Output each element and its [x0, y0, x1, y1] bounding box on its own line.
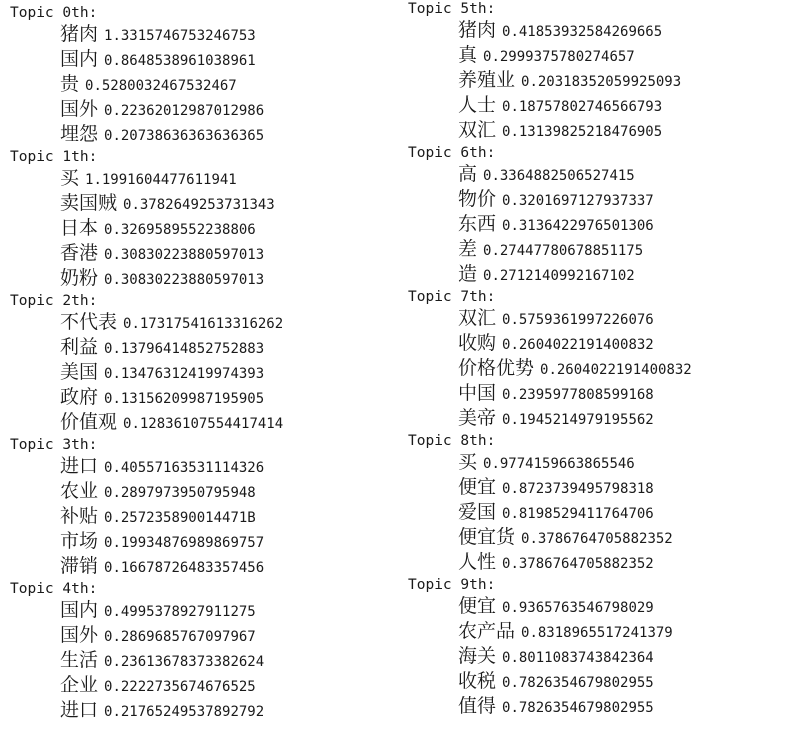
topic-score: 0.2604022191400832	[502, 337, 654, 353]
topic-word-row	[10, 479, 283, 504]
topic-block	[10, 148, 283, 291]
topic-score: 0.20318352059925093	[521, 74, 682, 90]
topic-score: 0.2897973950795948	[104, 485, 256, 501]
topic-score: 0.13139825218476905	[502, 124, 663, 140]
topic-score: 0.2395977808599168	[502, 387, 654, 403]
topic-score: 0.17317541613316262	[123, 316, 284, 332]
topic-score: 0.3269589552238806	[104, 222, 256, 238]
topic-word: 利益	[60, 336, 99, 358]
topic-score: 0.4995378927911275	[104, 604, 256, 620]
topic-word-row	[408, 331, 692, 356]
topic-word-row	[10, 122, 283, 147]
topic-word-row	[408, 694, 692, 719]
topic-word-row	[10, 554, 283, 579]
topic-title: Topic 0th:	[10, 5, 98, 21]
topic-word: 买	[60, 167, 80, 189]
topic-block	[408, 0, 692, 143]
topic-title: Topic 9th:	[408, 577, 496, 593]
topic-score: 0.20738636363636365	[104, 128, 265, 144]
topic-score: 0.9365763546798029	[502, 600, 654, 616]
topic-score: 0.3786764705882352	[521, 531, 673, 547]
topic-word-row	[408, 262, 692, 287]
topic-word: 差	[458, 238, 478, 260]
topic-word: 海关	[458, 645, 497, 667]
topic-word: 人士	[458, 94, 497, 116]
topic-block	[408, 144, 692, 287]
topic-word: 便宜货	[458, 526, 516, 548]
topic-word: 真	[458, 44, 478, 66]
topic-block	[408, 432, 692, 575]
topic-word: 市场	[60, 530, 99, 552]
topic-score: 0.13476312419974393	[104, 366, 265, 382]
topic-word-row	[10, 266, 283, 291]
topic-word: 美帝	[458, 407, 497, 429]
topic-word: 爱国	[458, 501, 497, 523]
topic-word: 人性	[458, 551, 497, 573]
topic-score: 0.27447780678851175	[483, 243, 644, 259]
topic-word-row	[408, 406, 692, 431]
topic-word-row	[10, 623, 283, 648]
topic-word-row	[10, 97, 283, 122]
topic-word-row	[10, 22, 283, 47]
topic-word-row	[10, 598, 283, 623]
topic-word-row	[408, 669, 692, 694]
topic-word-row	[408, 619, 692, 644]
topic-word-row	[408, 237, 692, 262]
topic-title: Topic 7th:	[408, 289, 496, 305]
topic-score: 0.3786764705882352	[502, 556, 654, 572]
topic-score: 0.23613678373382624	[104, 654, 265, 670]
topic-word-row	[10, 47, 283, 72]
topic-word-row	[10, 673, 283, 698]
topic-word: 进口	[60, 699, 99, 721]
topic-word: 养殖业	[458, 69, 516, 91]
topic-word-row	[10, 72, 283, 97]
topic-word: 高	[458, 163, 478, 185]
topic-word-row	[408, 306, 692, 331]
topic-word: 买	[458, 451, 478, 473]
topic-word-row	[408, 43, 692, 68]
topic-word: 滞销	[60, 555, 99, 577]
topic-word: 东西	[458, 213, 497, 235]
topic-word: 国内	[60, 48, 99, 70]
topic-score: 0.13156209987195905	[104, 391, 265, 407]
topic-score: 0.19934876989869757	[104, 535, 265, 551]
topic-score: 0.8723739495798318	[502, 481, 654, 497]
topic-word-row	[10, 385, 283, 410]
topic-score: 0.7826354679802955	[502, 675, 654, 691]
topic-word-row	[408, 475, 692, 500]
topic-score: 0.3782649253731343	[123, 197, 275, 213]
topic-score: 0.2999375780274657	[483, 49, 635, 65]
topic-word: 农产品	[458, 620, 516, 642]
topic-word-row	[10, 529, 283, 554]
topic-score: 0.2869685767097967	[104, 629, 256, 645]
topic-word: 企业	[60, 674, 99, 696]
topic-block	[10, 4, 283, 147]
topic-score: 0.16678726483357456	[104, 560, 265, 576]
topic-block	[10, 436, 283, 579]
topic-word: 值得	[458, 695, 497, 717]
topic-word-row	[408, 356, 692, 381]
topic-score: 0.3364882506527415	[483, 168, 635, 184]
topic-score: 0.1945214979195562	[502, 412, 654, 428]
topic-word-row	[10, 310, 283, 335]
topic-word: 埋怨	[60, 123, 99, 145]
topic-block	[408, 576, 692, 719]
topic-word: 贵	[60, 73, 80, 95]
topic-word: 价值观	[60, 411, 118, 433]
topic-word-row	[408, 18, 692, 43]
topic-word-row	[408, 118, 692, 143]
topic-score: 0.8648538961038961	[104, 53, 256, 69]
topic-score: 0.5759361997226076	[502, 312, 654, 328]
topic-title: Topic 4th:	[10, 581, 98, 597]
topic-word: 国内	[60, 599, 99, 621]
topic-score: 0.21765249537892792	[104, 704, 265, 720]
topic-word: 收购	[458, 332, 497, 354]
topic-word-row	[10, 241, 283, 266]
topic-word-row	[10, 410, 283, 435]
topic-word: 猪肉	[458, 19, 497, 41]
topic-score: 1.1991604477611941	[85, 172, 237, 188]
left-topic-column	[10, 4, 283, 723]
topic-score: 0.2712140992167102	[483, 268, 635, 284]
topic-word: 中国	[458, 382, 497, 404]
topic-score: 1.3315746753246753	[104, 28, 256, 44]
topic-score: 0.12836107554417414	[123, 416, 284, 432]
topic-score: 0.5280032467532467	[85, 78, 237, 94]
topic-title: Topic 8th:	[408, 433, 496, 449]
topic-word: 香港	[60, 242, 99, 264]
topic-score: 0.22362012987012986	[104, 103, 265, 119]
topic-word: 猪肉	[60, 23, 99, 45]
topic-word: 物价	[458, 188, 497, 210]
topic-word-row	[408, 162, 692, 187]
topic-word-row	[408, 525, 692, 550]
topic-word-row	[10, 648, 283, 673]
topic-score: 0.3136422976501306	[502, 218, 654, 234]
topic-word: 收税	[458, 670, 497, 692]
topic-block	[408, 288, 692, 431]
topic-word: 生活	[60, 649, 99, 671]
topic-word: 卖国贼	[60, 192, 118, 214]
topic-word: 双汇	[458, 119, 497, 141]
topic-title: Topic 3th:	[10, 437, 98, 453]
topic-word: 双汇	[458, 307, 497, 329]
topic-word-row	[408, 381, 692, 406]
topic-word-row	[408, 68, 692, 93]
topic-score: 0.2222735674676525	[104, 679, 256, 695]
topic-score: 0.40557163531114326	[104, 460, 265, 476]
topic-word: 便宜	[458, 595, 497, 617]
topic-score: 0.8011083743842364	[502, 650, 654, 666]
topic-word-row	[408, 450, 692, 475]
topic-word: 补贴	[60, 505, 99, 527]
topic-score: 0.2604022191400832	[540, 362, 692, 378]
topic-word: 农业	[60, 480, 99, 502]
topic-word: 价格优势	[458, 357, 535, 379]
topic-score: 0.30830223880597013	[104, 247, 265, 263]
topic-word: 不代表	[60, 311, 118, 333]
topic-score: 0.3201697127937337	[502, 193, 654, 209]
topic-score: 0.7826354679802955	[502, 700, 654, 716]
topic-score: 0.41853932584269665	[502, 24, 663, 40]
topic-score: 0.8198529411764706	[502, 506, 654, 522]
topic-title: Topic 5th:	[408, 1, 496, 17]
topic-block	[10, 580, 283, 723]
topic-block	[10, 292, 283, 435]
topic-word-row	[408, 187, 692, 212]
topic-word: 政府	[60, 386, 99, 408]
topic-score: 0.8318965517241379	[521, 625, 673, 641]
topic-word-row	[10, 166, 283, 191]
topic-word-row	[10, 454, 283, 479]
topic-word-row	[10, 360, 283, 385]
topic-score: 0.257235890014471B	[104, 510, 256, 526]
topic-word-row	[10, 335, 283, 360]
topic-word: 造	[458, 263, 478, 285]
topic-score: 0.18757802746566793	[502, 99, 663, 115]
topic-word: 便宜	[458, 476, 497, 498]
topic-word: 奶粉	[60, 267, 99, 289]
topic-word-row	[408, 644, 692, 669]
topic-word-row	[10, 698, 283, 723]
topic-score: 0.13796414852752883	[104, 341, 265, 357]
topic-word: 国外	[60, 624, 99, 646]
topic-title: Topic 2th:	[10, 293, 98, 309]
topic-word-row	[408, 93, 692, 118]
topic-word-row	[10, 504, 283, 529]
topic-score: 0.30830223880597013	[104, 272, 265, 288]
topic-score: 0.9774159663865546	[483, 456, 635, 472]
topic-word: 进口	[60, 455, 99, 477]
topic-word-row	[10, 216, 283, 241]
topic-word-row	[408, 500, 692, 525]
right-topic-column	[408, 0, 692, 719]
topic-word-row	[408, 550, 692, 575]
topic-word-row	[408, 594, 692, 619]
topic-word: 国外	[60, 98, 99, 120]
topic-title: Topic 1th:	[10, 149, 98, 165]
topic-word-row	[10, 191, 283, 216]
topic-word: 日本	[60, 217, 99, 239]
topic-title: Topic 6th:	[408, 145, 496, 161]
topic-word: 美国	[60, 361, 99, 383]
topic-word-row	[408, 212, 692, 237]
